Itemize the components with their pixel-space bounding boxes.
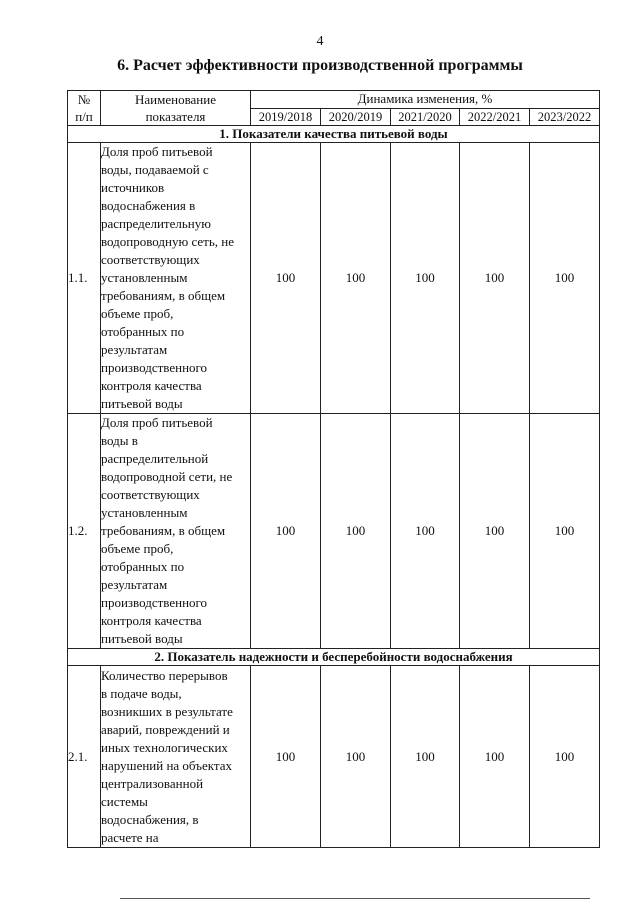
header-year: 2022/2021 xyxy=(460,108,530,126)
header-year: 2019/2018 xyxy=(251,108,321,126)
row-value: 100 xyxy=(530,414,600,649)
row-value: 100 xyxy=(251,666,321,848)
table-row xyxy=(68,666,600,848)
row-value: 100 xyxy=(391,666,460,848)
table-row xyxy=(68,143,600,414)
row-value: 100 xyxy=(251,414,321,649)
header-number-line1: № xyxy=(77,92,91,107)
page-number: 4 xyxy=(316,34,324,49)
header-number-line2: п/п xyxy=(75,109,93,124)
section-heading: 2. Показатель надежности и бесперебойности водоснабжения xyxy=(68,649,600,666)
row-value: 100 xyxy=(321,143,391,414)
header-number-cell xyxy=(68,91,101,126)
row-value: 100 xyxy=(391,143,460,414)
row-value: 100 xyxy=(460,414,530,649)
header-name-cell xyxy=(101,91,251,126)
header-year: 2023/2022 xyxy=(530,108,600,126)
section-row xyxy=(68,649,600,666)
header-dynamics: Динамика изменения, % xyxy=(251,91,600,109)
row-value: 100 xyxy=(321,666,391,848)
row-number: 1.1. xyxy=(68,143,101,414)
page-bottom-rule xyxy=(120,898,590,899)
row-value: 100 xyxy=(460,666,530,848)
section-title: 6. Расчет эффективности производственной программы xyxy=(117,57,523,74)
efficiency-table xyxy=(67,90,600,848)
row-number: 1.2. xyxy=(68,414,101,649)
header-name-line1: Наименование xyxy=(135,92,216,107)
row-value: 100 xyxy=(391,414,460,649)
section-heading: 1. Показатели качества питьевой воды xyxy=(68,126,600,143)
row-value: 100 xyxy=(530,666,600,848)
row-name: Количество перерывов в подаче воды, возникших в результате аварий, повреждений и иных технологических нарушений на объектах централизованной системы водоснабжения, в расчете на xyxy=(101,666,251,848)
table-row xyxy=(68,414,600,649)
header-year: 2021/2020 xyxy=(391,108,460,126)
row-name: Доля проб питьевой воды в распределительной водопроводной сети, не соответствующих установленным требованиям, в общем объеме проб, отобранных по результатам производственного контроля качества питьевой воды xyxy=(101,414,251,649)
section-row xyxy=(68,126,600,143)
row-name: Доля проб питьевой воды, подаваемой с источников водоснабжения в распределительную водопроводную сеть, не соответствующих установленным требованиям, в общем объеме проб, отобранных по результатам производственного контроля качества питьевой воды xyxy=(101,143,251,414)
row-value: 100 xyxy=(321,414,391,649)
header-name-line2: показателя xyxy=(145,109,206,124)
header-year: 2020/2019 xyxy=(321,108,391,126)
row-number: 2.1. xyxy=(68,666,101,848)
header-row xyxy=(68,91,600,109)
row-value: 100 xyxy=(530,143,600,414)
row-value: 100 xyxy=(460,143,530,414)
row-value: 100 xyxy=(251,143,321,414)
